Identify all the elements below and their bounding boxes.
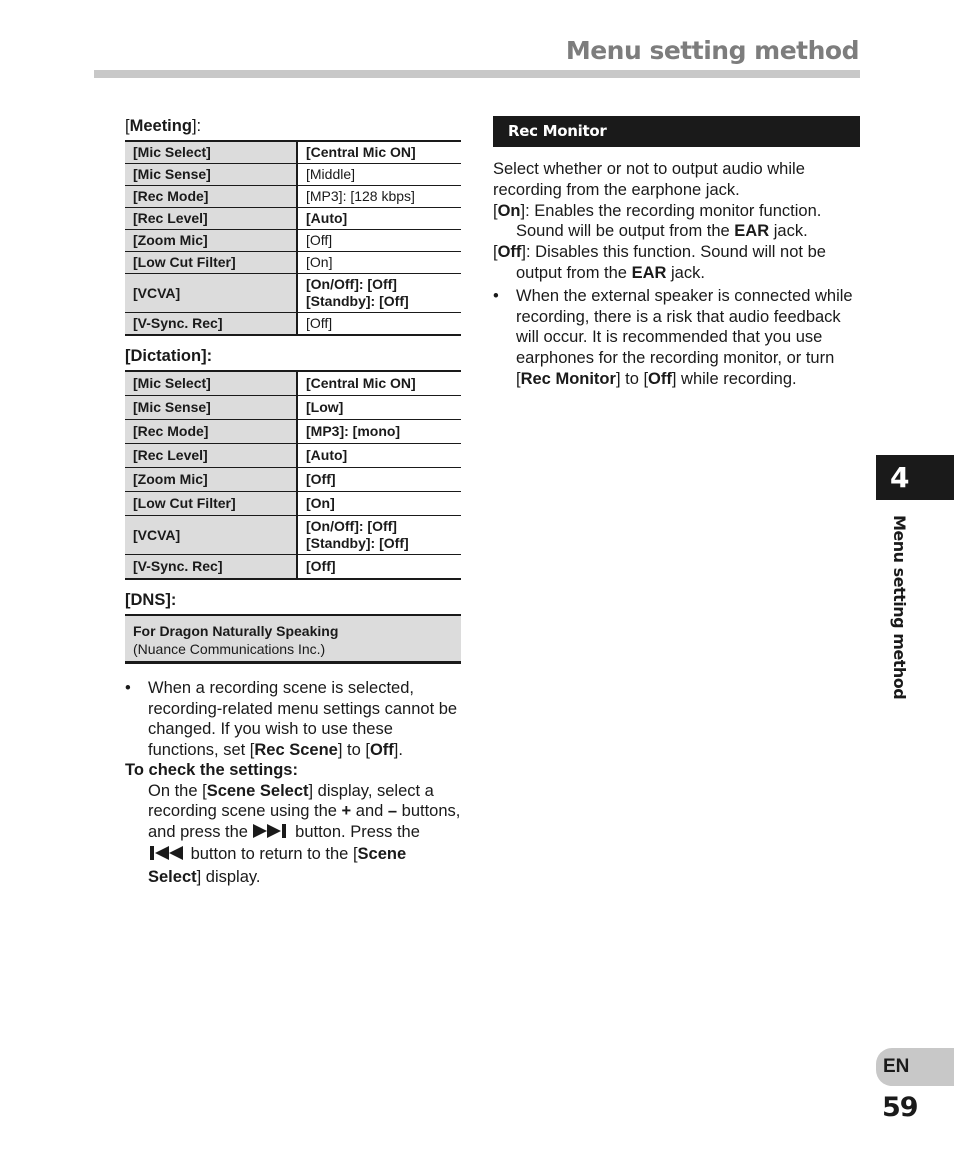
page-number: 59 (882, 1092, 918, 1123)
dns-subtitle: (Nuance Communications Inc.) (133, 641, 326, 657)
setting-value: [MP3]: [mono] (297, 420, 461, 444)
setting-value: [Central Mic ON] (297, 371, 461, 396)
table-row (125, 492, 461, 516)
dictation-settings-table (125, 370, 461, 580)
setting-value: [MP3]: [128 kbps] (297, 186, 461, 208)
setting-key: [Low Cut Filter] (125, 252, 297, 274)
setting-key: [Low Cut Filter] (125, 492, 297, 516)
table-row (125, 164, 461, 186)
setting-key: [Mic Select] (125, 371, 297, 396)
setting-value: [Off] (297, 555, 461, 580)
right-column (493, 116, 860, 390)
setting-key: [Mic Sense] (125, 396, 297, 420)
table-row (125, 396, 461, 420)
language-badge: EN (876, 1048, 954, 1086)
table-row (125, 444, 461, 468)
table-row (125, 371, 461, 396)
setting-key: [Zoom Mic] (125, 230, 297, 252)
table-row (125, 313, 461, 336)
setting-value: [Auto] (297, 444, 461, 468)
setting-key: [Rec Mode] (125, 420, 297, 444)
rec-monitor-on-option: [On]: Enables the recording monitor function. Sound will be output from the EAR jack. (493, 201, 822, 241)
setting-value: [On] (297, 492, 461, 516)
dns-box (125, 614, 461, 664)
table-row (125, 186, 461, 208)
table-row (125, 252, 461, 274)
setting-value: [Off] (297, 230, 461, 252)
setting-key: [V-Sync. Rec] (125, 555, 297, 580)
table-row (125, 274, 461, 313)
setting-value: [Middle] (297, 164, 461, 186)
setting-key: [Mic Sense] (125, 164, 297, 186)
left-column (125, 116, 461, 887)
scene-note-list (125, 678, 461, 760)
setting-value: [On] (297, 252, 461, 274)
meeting-settings-table (125, 140, 461, 336)
setting-key: [Rec Level] (125, 208, 297, 230)
table-row (125, 468, 461, 492)
setting-key: [VCVA] (125, 516, 297, 555)
check-settings-heading: To check the settings: (125, 761, 298, 779)
dictation-heading: [Dictation]: (125, 347, 213, 365)
check-settings-body: On the [Scene Select] display, select a recording scene using the + and – buttons, and press the button. Press the button to return to the [Scene Select] display. (148, 781, 461, 886)
setting-key: [Mic Select] (125, 141, 297, 164)
bullet: • (125, 679, 131, 697)
rec-monitor-warning: • When the external speaker is connected while recording, there is a risk that audio feedback will occur. It is recommended that you use earphones for the recording monitor, or turn [Rec Monitor] to [Off] while recording. (493, 286, 853, 388)
setting-key: [Rec Level] (125, 444, 297, 468)
rec-monitor-off-option: [Off]: Disables this function. Sound will not be output from the EAR jack. (493, 243, 826, 282)
table-row (125, 141, 461, 164)
bullet: • (493, 286, 499, 305)
setting-value: [Off] (297, 313, 461, 336)
table-row (125, 516, 461, 555)
setting-key: [Zoom Mic] (125, 468, 297, 492)
setting-value: [Off] (297, 468, 461, 492)
table-row (125, 208, 461, 230)
meeting-heading: [Meeting]: (125, 117, 202, 135)
table-row (125, 230, 461, 252)
skip-forward-icon (253, 823, 291, 845)
setting-value: [On/Off]: [Off] [Standby]: [Off] (297, 274, 461, 313)
chapter-tab: 4 (876, 455, 954, 500)
chapter-side-label: Menu setting method (890, 515, 909, 700)
setting-value: [Low] (297, 396, 461, 420)
skip-back-icon (148, 845, 186, 867)
table-row (125, 420, 461, 444)
setting-value: [Auto] (297, 208, 461, 230)
setting-value: [Central Mic ON] (297, 141, 461, 164)
dns-heading: [DNS]: (125, 591, 177, 609)
setting-key: [V-Sync. Rec] (125, 313, 297, 336)
rec-monitor-header: Rec Monitor (493, 116, 860, 147)
setting-key: [Rec Mode] (125, 186, 297, 208)
setting-key: [VCVA] (125, 274, 297, 313)
list-item: • When a recording scene is selected, recording-related menu settings cannot be changed. If you wish to use these functions, set [Rec Scene] to [Off]. (125, 679, 458, 759)
title-rule (94, 70, 860, 78)
setting-value: [On/Off]: [Off] [Standby]: [Off] (297, 516, 461, 555)
table-row (125, 555, 461, 580)
page-title: Menu setting method (565, 36, 859, 65)
dns-title: For Dragon Naturally Speaking (133, 623, 339, 639)
rec-monitor-intro: Select whether or not to output audio while recording from the earphone jack. (493, 160, 805, 199)
